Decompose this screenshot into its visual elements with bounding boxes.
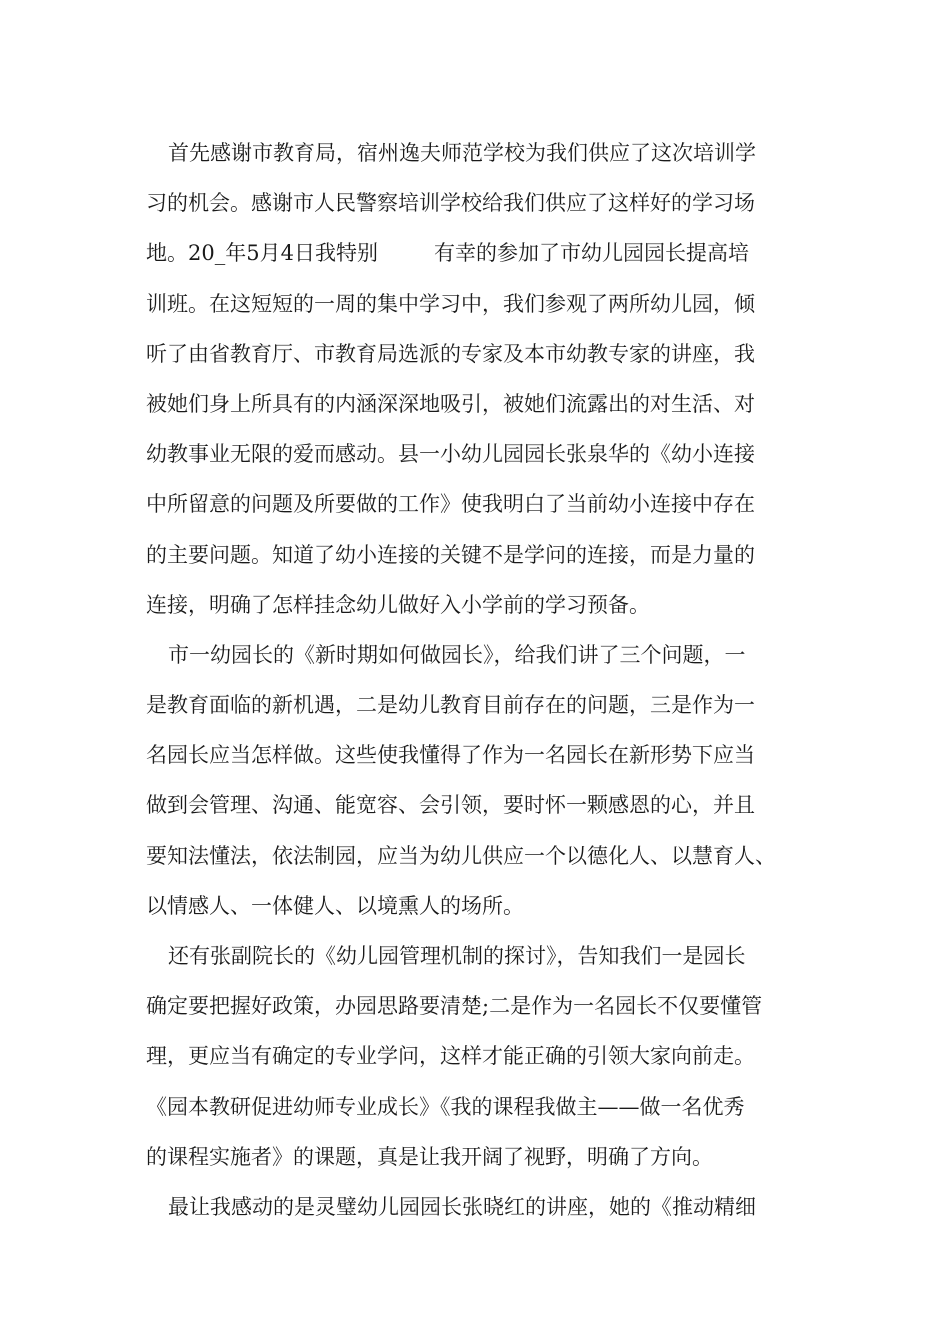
paragraph-3-line-4: 《园本教研促进幼师专业成长》《我的课程我做主——做一名优秀 [146, 1094, 745, 1119]
paragraph-1-line-3 [146, 228, 826, 278]
paragraph-1-line-6: 被她们身上所具有的内涵深深地吸引，被她们流露出的对生活、对 [146, 391, 755, 416]
paragraph-1-line-2: 习的机会。感谢市人民警察培训学校给我们供应了这样好的学习场 [146, 191, 755, 216]
paragraph-3-line-2: 确定要把握好政策，办园思路要清楚;二是作为一名园长不仅要懂管 [146, 994, 763, 1019]
line-3-first-part: 地。20_年5月4日我特别 [146, 241, 378, 266]
paragraph-3-line-3: 理，更应当有确定的专业学问，这样才能正确的引领大家向前走。 [146, 1044, 755, 1069]
paragraph-1-line-4: 训班。在这短短的一周的集中学习中，我们参观了两所幼儿园，倾 [146, 291, 755, 316]
paragraph-1-line-1: 首先感谢市教育局，宿州逸夫师范学校为我们供应了这次培训学 [168, 141, 756, 165]
paragraph-3-line-5: 的课程实施者》的课题，真是让我开阔了视野，明确了方向。 [146, 1144, 713, 1169]
paragraph-1-line-5: 听了由省教育厅、市教育局选派的专家及本市幼教专家的讲座，我 [146, 341, 755, 366]
paragraph-2-line-2: 是教育面临的新机遇，二是幼儿教育目前存在的问题，三是作为一 [146, 693, 755, 718]
line-3-second-part: 有幸的参加了市幼儿园园长提高培 [433, 241, 749, 266]
paragraph-1-line-9: 的主要问题。知道了幼小连接的关键不是学问的连接，而是力量的 [146, 542, 755, 567]
paragraph-2-line-6: 以情感人、一体健人、以境熏人的场所。 [146, 893, 524, 918]
paragraph-2-line-5: 要知法懂法，依法制园，应当为幼儿供应一个以德化人、以慧育人、 [146, 843, 776, 868]
paragraph-2-line-3: 名园长应当怎样做。这些使我懂得了作为一名园长在新形势下应当 [146, 743, 755, 768]
paragraph-2-line-4: 做到会管理、沟通、能宽容、会引领，要时怀一颗感恩的心，并且 [146, 793, 755, 818]
paragraph-3-line-1: 还有张副院长的《幼儿园管理机制的探讨》，告知我们一是园长 [168, 944, 746, 968]
paragraph-1-line-10: 连接，明确了怎样挂念幼儿做好入小学前的学习预备。 [146, 592, 650, 617]
paragraph-4-line-1: 最让我感动的是灵璧幼儿园园长张晓红的讲座，她的《推动精细 [168, 1194, 756, 1219]
paragraph-2-line-1: 市一幼园长的《新时期如何做园长》，给我们讲了三个问题，一 [168, 642, 746, 667]
paragraph-1-line-7: 幼教事业无限的爱而感动。县一小幼儿园园长张泉华的《幼小连接 [146, 442, 755, 467]
paragraph-1-line-8: 中所留意的问题及所要做的工作》使我明白了当前幼小连接中存在 [146, 492, 755, 517]
body-text [146, 128, 826, 1232]
